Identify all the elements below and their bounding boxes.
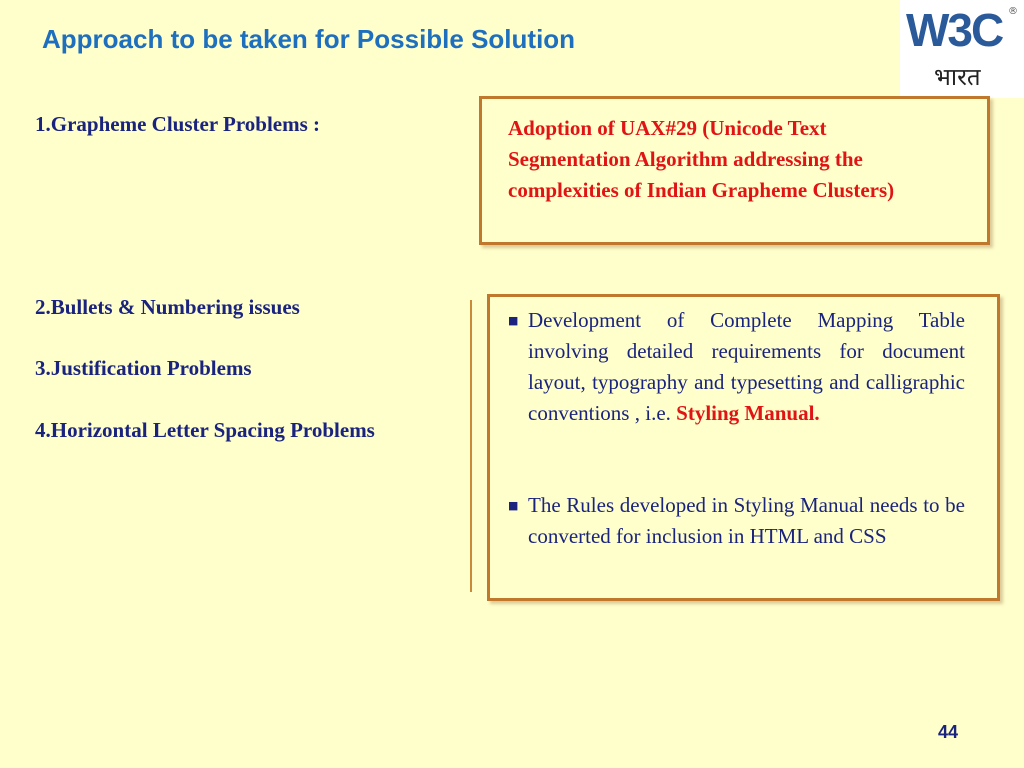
logo-subtext: भारत bbox=[934, 63, 981, 91]
bullet-text: Development of Complete Mapping Table involving detailed requirements for document layout, typography and typesetting and calligraphic conventions , i.e. bbox=[528, 308, 965, 425]
bullet-text: The Rules developed in Styling Manual needs to be converted for inclusion in HTML and CSS bbox=[528, 493, 965, 548]
problem-item-justification: 3.Justification Problems bbox=[35, 356, 252, 380]
logo-registered-mark: ® bbox=[1008, 6, 1018, 17]
slide-title: Approach to be taken for Possible Solution bbox=[42, 24, 576, 54]
divider-line bbox=[470, 300, 472, 592]
problem-item-grapheme: 1.Grapheme Cluster Problems : bbox=[35, 112, 321, 136]
w3c-india-logo bbox=[900, 0, 1024, 98]
solution-text-grapheme: Adoption of UAX#29 (Unicode Text Segmentation Algorithm addressing the complexities of Indian Grapheme Clusters) bbox=[508, 116, 895, 202]
problem-item-letter-spacing: 4.Horizontal Letter Spacing Problems bbox=[35, 418, 375, 442]
styling-manual-emphasis: Styling Manual. bbox=[676, 401, 820, 425]
bullet-item-html-css bbox=[508, 490, 965, 552]
square-bullet-icon: ■ bbox=[508, 499, 519, 512]
solution-box-grapheme bbox=[479, 96, 990, 245]
page-number: 44 bbox=[938, 722, 959, 742]
square-bullet-icon: ■ bbox=[508, 314, 519, 327]
logo-text: W3C bbox=[906, 4, 1003, 56]
problem-item-bullets: 2.Bullets & Numbering issues bbox=[35, 295, 300, 319]
solution-box-styling bbox=[487, 294, 1000, 601]
bullet-item-mapping-table bbox=[508, 305, 965, 429]
